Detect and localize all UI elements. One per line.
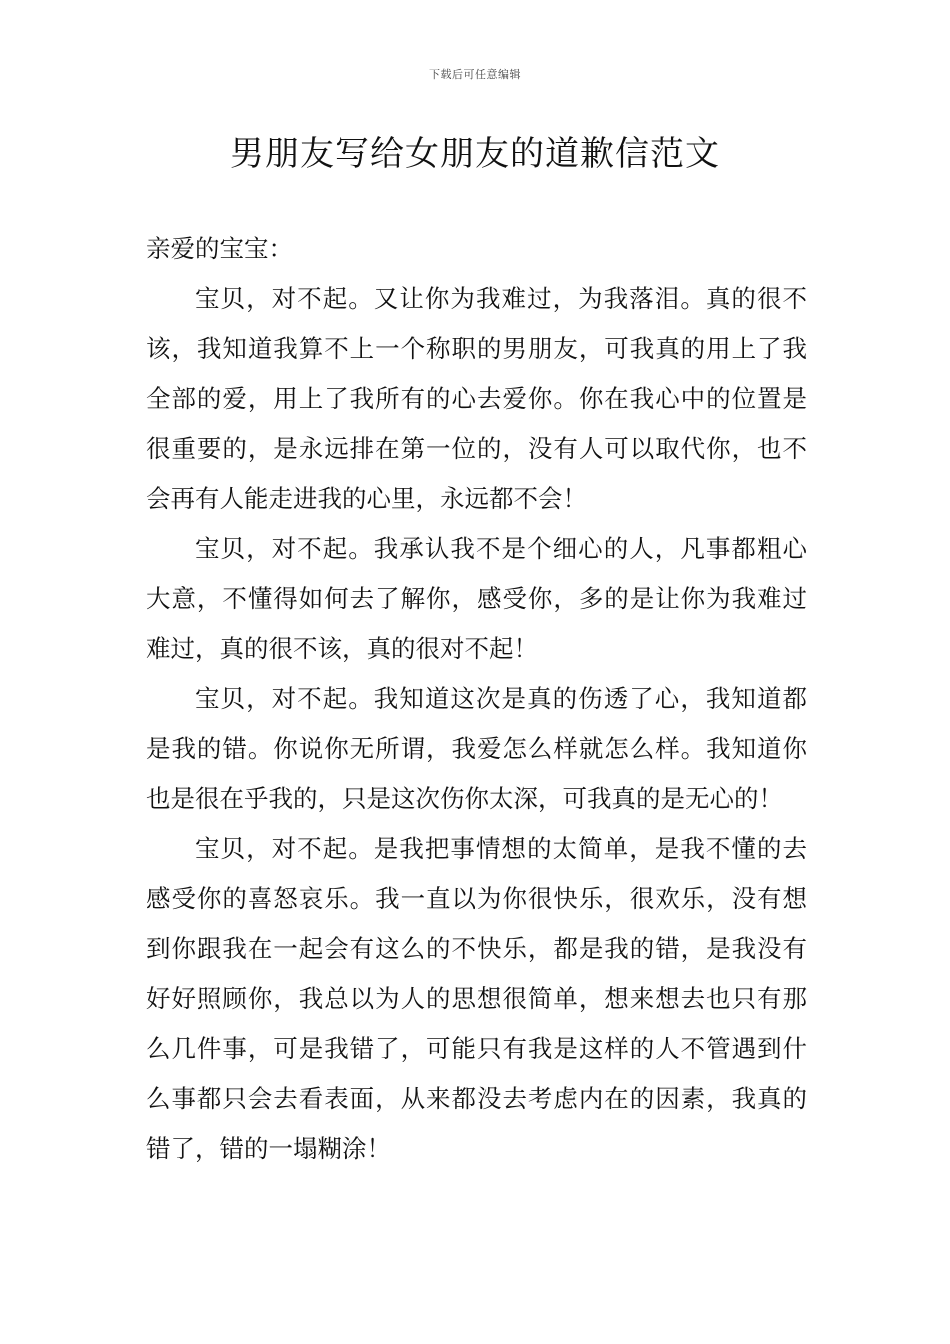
salutation: 亲爱的宝宝： [146, 234, 293, 263]
document-title: 男朋友写给女朋友的道歉信范文 [230, 134, 720, 174]
letter-body [146, 224, 807, 1174]
header-note: 下载后可任意编辑 [429, 68, 521, 81]
paragraph-1: 宝贝，对不起。又让你为我难过，为我落泪。真的很不该，我知道我算不上一个称职的男朋友，可我真的用上了我全部的爱，用上了我所有的心去爱你。你在我心中的位置是很重要的，是永远排在第一位的，没有人可以取代你，也不会再有人能走进我的心里，永远都不会！ [146, 284, 807, 513]
paragraph-4: 宝贝，对不起。是我把事情想的太简单，是我不懂的去感受你的喜怒哀乐。我一直以为你很快乐，很欢乐，没有想到你跟我在一起会有这么的不快乐，都是我的错，是我没有好好照顾你，我总以为人的思想很简单，想来想去也只有那么几件事，可是我错了，可能只有我是这样的人不管遇到什么事都只会去看表面，从来都没去考虑内在的因素，我真的错了，错的一塌糊涂！ [146, 834, 807, 1163]
paragraph-3: 宝贝，对不起。我知道这次是真的伤透了心，我知道都是我的错。你说你无所谓，我爱怎么样就怎么样。我知道你也是很在乎我的，只是这次伤你太深，可我真的是无心的！ [146, 684, 807, 813]
paragraph-2: 宝贝，对不起。我承认我不是个细心的人，凡事都粗心大意，不懂得如何去了解你，感受你，多的是让你为我难过难过，真的很不该，真的很对不起！ [146, 534, 807, 663]
